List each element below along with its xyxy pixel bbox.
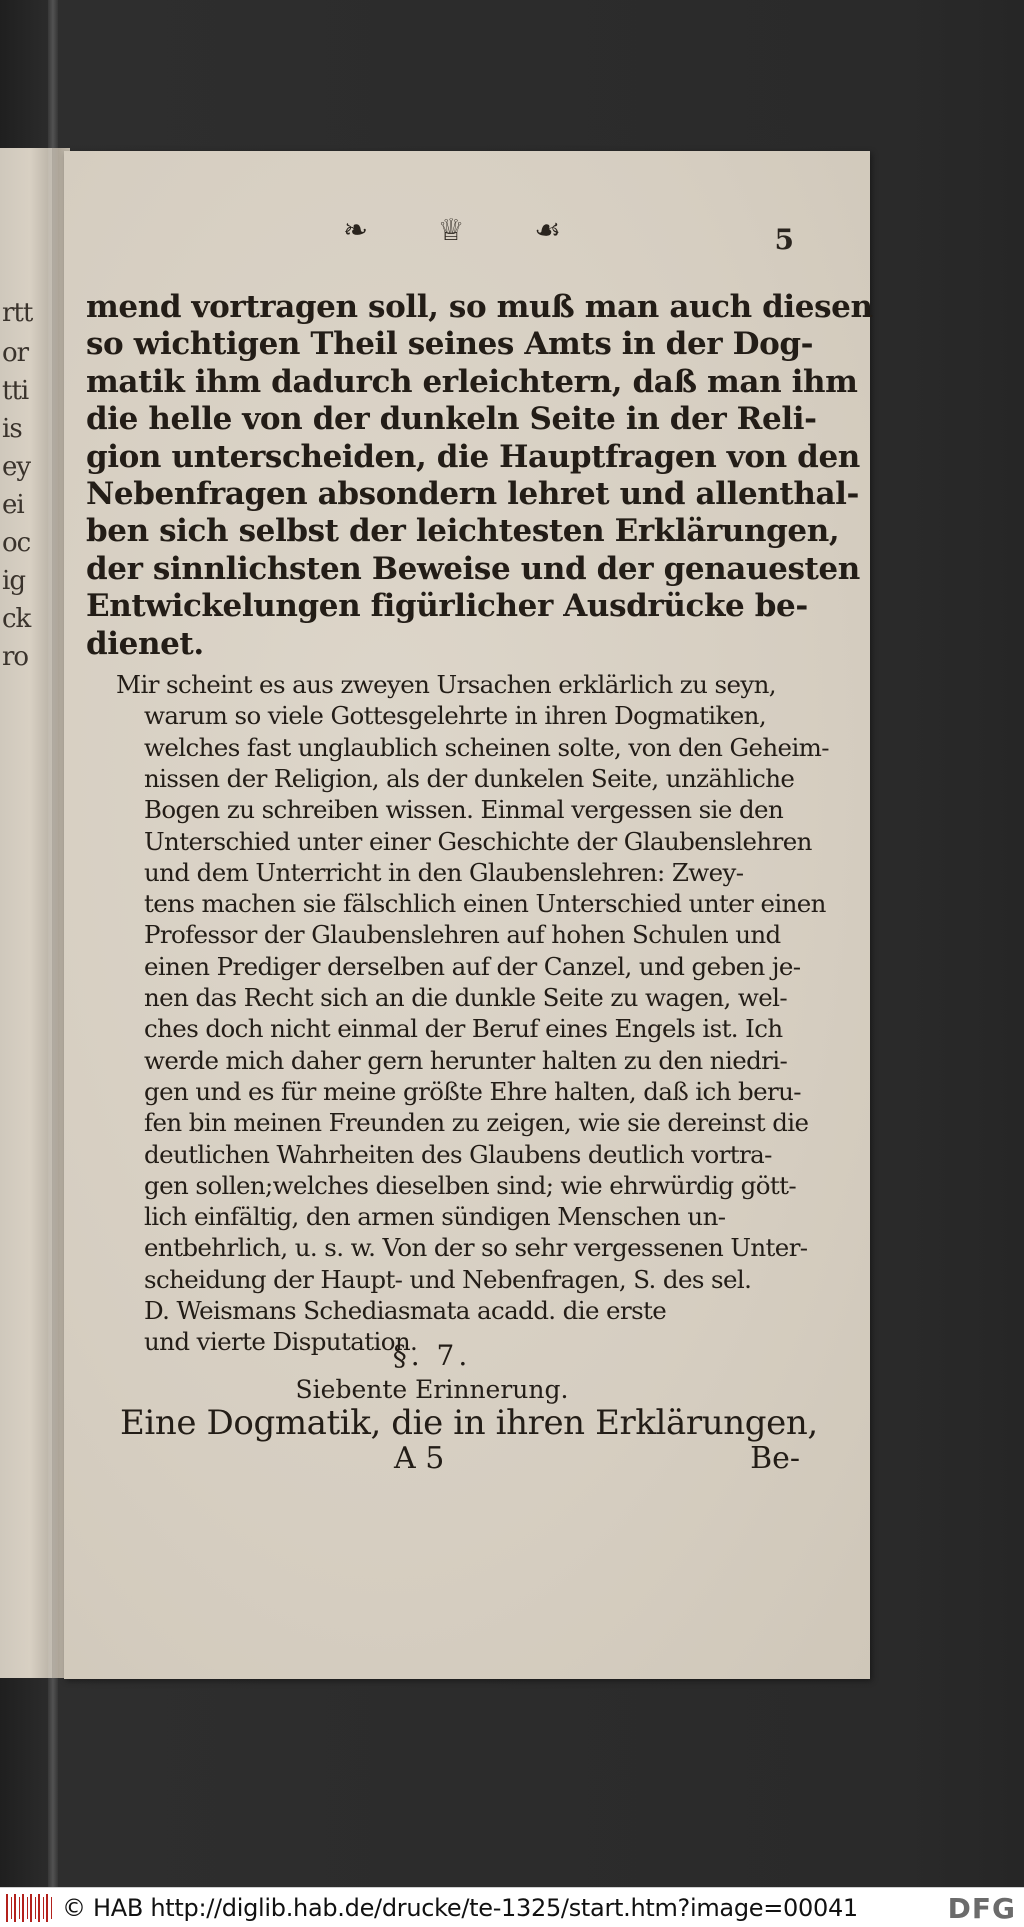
note-line: fen bin meinen Freunden zu zeigen, wie sie dereinst die <box>144 1108 809 1138</box>
prev-page-fragment: ck <box>2 604 31 634</box>
page-number: 5 <box>774 223 794 256</box>
text-line: mend vortragen soll, so muß man auch diesen <box>86 289 873 325</box>
text-line: Nebenfragen absondern lehret und allenthal- <box>86 476 860 513</box>
prev-page-fragment: is <box>2 414 22 444</box>
note-line: Bogen zu schreiben wissen. Einmal vergessen sie den <box>144 795 784 825</box>
text-line: matik ihm dadurch erleichtern, daß man ihm <box>86 363 858 400</box>
main-paragraph <box>86 289 873 663</box>
catchword: Be- <box>750 1441 800 1476</box>
text-line: ben sich selbst der leichtesten Erklärungen, <box>86 513 840 550</box>
prev-page-fragment: ey <box>2 452 31 482</box>
text-line: Entwickelungen figürlicher Ausdrücke be- <box>86 588 808 625</box>
note-line: nissen der Religion, als der dunkelen Seite, unzähliche <box>144 763 795 793</box>
final-text-line: Eine Dogmatik, die in ihren Erklärungen, <box>120 1403 818 1443</box>
footer-bar <box>0 1887 1024 1927</box>
note-line: werde mich daher gern herunter halten zu den niedri- <box>144 1045 788 1075</box>
text-line: gion unterscheiden, die Hauptfragen von den <box>86 438 860 475</box>
note-line: Mir scheint es aus zweyen Ursachen erklärlich zu seyn, <box>116 670 776 700</box>
text-line: dienet. <box>86 625 204 662</box>
note-line: D. Weismans Schediasmata acadd. die erste <box>144 1296 667 1325</box>
note-line: ches doch nicht einmal der Beruf eines Engels ist. Ich <box>144 1014 783 1044</box>
note-line: tens machen sie fälschlich einen Unterschied unter einen <box>144 889 826 919</box>
section-heading: Siebente Erinnerung. <box>295 1375 569 1404</box>
prev-page-fragment: tti <box>2 376 29 406</box>
note-line: einen Prediger derselben auf der Canzel, und geben je- <box>144 951 801 981</box>
note-line: lich einfältig, den armen sündigen Menschen un- <box>144 1202 726 1232</box>
prev-page-fragment: rtt <box>2 298 33 328</box>
book-page <box>64 151 873 1679</box>
note-line: gen sollen;welches dieselben sind; wie ehrwürdig gött- <box>144 1170 797 1200</box>
scanner-glass-edge <box>48 0 58 1887</box>
note-line: Unterschied unter einer Geschichte der Glaubenslehren <box>144 826 812 856</box>
note-line: und vierte Disputation. <box>144 1327 418 1357</box>
section-mark: §. 7. <box>392 1339 472 1372</box>
footnote-block <box>86 669 829 1358</box>
prev-page-fragment: ei <box>2 490 24 520</box>
page-body <box>86 289 873 1358</box>
note-line: gen und es für meine größte Ehre halten, daß ich beru- <box>144 1076 801 1106</box>
prev-page-fragment: ro <box>2 642 29 672</box>
note-line: Professor der Glaubenslehren auf hohen Schulen und <box>144 920 781 950</box>
previous-page-edge <box>0 148 52 1678</box>
prev-page-fragment: oc <box>2 528 31 558</box>
dfg-logo: DFG <box>947 1892 1016 1925</box>
text-line: der sinnlichsten Beweise und der genauesten <box>86 550 860 587</box>
header-ornament: ❧ ♕ ☙ <box>343 213 591 248</box>
note-line: und dem Unterricht in den Glaubenslehren: Zwey- <box>144 857 744 887</box>
note-line: scheidung der Haupt- und Nebenfragen, S. des sel. <box>144 1264 752 1294</box>
signature-mark: A 5 <box>394 1441 445 1476</box>
barcode-logo-icon <box>6 1893 52 1923</box>
note-line: deutlichen Wahrheiten des Glaubens deutlich vortra- <box>144 1139 772 1169</box>
prev-page-fragment: or <box>2 338 29 368</box>
text-line: die helle von der dunkeln Seite in der Reli- <box>86 401 817 438</box>
note-line: entbehrlich, u. s. w. Von der so sehr vergessenen Unter- <box>144 1233 808 1263</box>
note-line: nen das Recht sich an die dunkle Seite zu wagen, wel- <box>144 983 788 1013</box>
note-line: welches fast unglaublich scheinen solte, von den Geheim- <box>144 732 829 762</box>
note-line: warum so viele Gottesgelehrte in ihren Dogmatiken, <box>144 701 767 731</box>
prev-page-fragment: ig <box>2 566 25 596</box>
text-line: so wichtigen Theil seines Amts in der Dog- <box>86 326 814 363</box>
copyright-link[interactable]: © HAB http://diglib.hab.de/drucke/te-1325/start.htm?image=00041 <box>62 1893 858 1922</box>
